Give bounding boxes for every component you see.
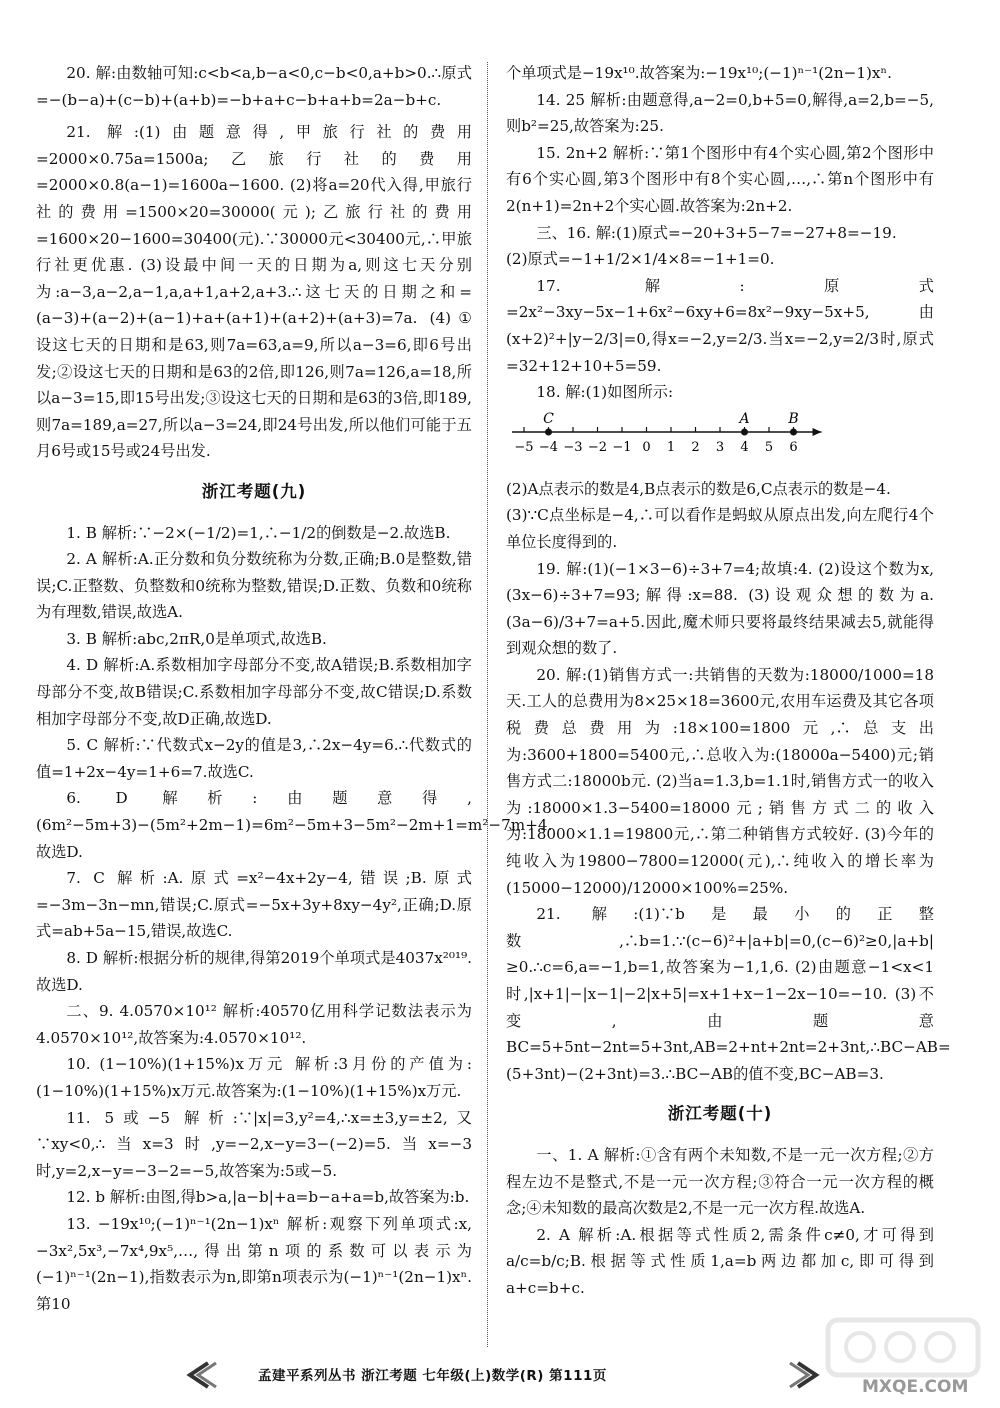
answer-4: 4. D 解析:A.系数相加字母部分不变,故A错误;B.系数相加字母部分不变,故B错误;C.系数相加字母部分不变,故C错误;D.系数相加字母部分不变,故D正确,故选D.: [36, 656, 472, 728]
number-line-tick-label: −1: [612, 439, 632, 455]
section-title-10: 浙江考题(十): [667, 1104, 773, 1124]
number-line-tick-label: 4: [740, 439, 749, 455]
column-divider: [487, 62, 488, 1347]
answer-16-part2: (2)原式=−1+1/2×1/4×8=−1+1=0.: [506, 250, 775, 269]
answer-13: 13. −19x¹⁰;(−1)ⁿ⁻¹(2n−1)xⁿ 解析:观察下列单项式:x,−3x²,5x³,−7x⁴,9x⁵,…,得出第n项的系数可以表示为(−1)ⁿ⁻¹(2n−1),指数表示为n,即第n项表示为(−1)ⁿ⁻¹(2n−1)xⁿ.第10: [36, 1214, 472, 1313]
answer-18-part2: (2)A点表示的数是4,B点表示的数是6,C点表示的数是−4.: [506, 479, 891, 498]
answer-10: 10. (1−10%)(1+15%)x万元 解析:3月份的产值为:(1−10%)(1+15%)x万元.故答案为:(1−10%)(1+15%)x万元.: [36, 1055, 472, 1100]
answer-8: 8. D 解析:根据分析的规律,得第2019个单项式是4037x²⁰¹⁹.故选D.: [36, 949, 472, 994]
left-column: [36, 60, 553, 1317]
answer-20-right: 20. 解:(1)销售方式一:共销售的天数为:18000/1000=18天.工人的总费用为8×25×18=3600元,农用车运费及其它各项税费总费用为:18×100=1800元,∴总支出为:3600+1800=5400元,∴总收入为:(18000a−5400)元;销售方式二:18000b元. (2)当a=1.3,b=1.1时,销售方式一的收入为:18000×1.3−5400=18000元;销售方式二的收入为:18000×1.1=19800元,∴第二种销售方式较好. (3)今年的纯收入为19800−7800=12000(元),∴纯收入的增长率为(15000−12000)/12000×100%=25%.: [506, 665, 934, 897]
number-line-tick-label: −4: [538, 439, 559, 455]
answer-20: 20. 解:由数轴可知:c<b<a,b−a<0,c−b<0,a+b>0.∴原式=−(b−a)+(c−b)+(a+b)=−b+a+c−b+a+b=2a−b+c.: [36, 64, 472, 109]
answer-7: 7. C 解析:A.原式=x²−4x+2y−4,错误;B.原式=−3m−3n−mn,错误;C.原式=−5x+3y+8xy−4y²,正确;D.原式=ab+5a−15,错误,故选C.: [36, 869, 472, 941]
number-line-tick-label: 0: [642, 439, 651, 455]
number-line-tick-label: 6: [789, 439, 798, 455]
right-column: [506, 60, 951, 1302]
number-line-arrowhead: [813, 428, 822, 436]
answer-17: 17. 解:原式=2x²−3xy−5x−1+6x²−6xy+6=8x²−9xy−5x+5,由(x+2)²+|y−2/3|=0,得x=−2,y=2/3.当x=−2,y=2/3时,原式=32+12+10+5=59.: [506, 276, 934, 375]
number-line-tick-label: −5: [514, 439, 534, 455]
page-footer: 孟建平系列丛书 浙江考题 七年级(上)数学(R) 第111页: [258, 1368, 607, 1384]
number-line-tick-label: 1: [666, 439, 676, 455]
number-line-tick-label: −3: [563, 439, 583, 455]
answer-21-right: 21. 解:(1)∵b是最小的正整数,∴b=1.∵(c−6)²+|a+b|=0,(c−6)²≥0,|a+b|≥0.∴c=6,a=−1,b=1,故答案为−1,1,6. (2)由题意−1<x<1时,|x+1|−|x−1|−2|x+5|=x+1+x−1−2x−10=−10. (3)不变,由题意BC=5+5nt−2nt=5+3nt,AB=2+nt+2nt=2+3nt,∴BC−AB=(5+3nt)−(2+3nt)=3.∴BC−AB的值不变,BC−AB=3.: [506, 905, 951, 1083]
number-line-figure: [506, 408, 934, 474]
answer-12: 12. b 解析:由图,得b>a,|a−b|+a=b−a+a=b,故答案为:b.: [66, 1188, 470, 1207]
answer-16-part1: 三、16. 解:(1)原式=−20+3+5−7=−27+8=−19.: [536, 223, 897, 242]
section10-answer-2: 2. A 解析:A.根据等式性质2,需条件c≠0,才可得到a/c=b/c;B.根据等式性质1,a=b两边都加c,即可得到a+c=b+c.: [506, 1225, 934, 1297]
number-line-point-label: B: [788, 410, 799, 427]
answer-9: 二、9. 4.0570×10¹² 解析:40570亿用科学记数法表示为4.0570×10¹²,故答案为:4.0570×10¹².: [36, 1002, 472, 1047]
number-line-tick-label: 2: [691, 439, 700, 455]
number-line-tick-label: −2: [587, 439, 608, 455]
answer-18-heading: 18. 解:(1)如图所示:: [536, 383, 674, 402]
watermark-text: MXQE.COM: [862, 1377, 969, 1397]
answer-6: 6. D 解析:由题意得,(6m²−5m+3)−(5m²+2m−1)=6m²−5m+3−5m²−2m+1=m²−7m+4.故选D.: [36, 789, 553, 861]
answer-19: 19. 解:(1)(−1×3−6)÷3+7=4;故填:4. (2)设这个数为x,(3x−6)÷3+7=93;解得:x=88. (3)设观众想的数为a.(3a−6)/3+7=a+5.因此,魔术师只要将最终结果减去5,就能得到观众想的数了.: [506, 559, 934, 658]
previous-page-icon[interactable]: [180, 1360, 220, 1390]
section10-answer-1: 一、1. A 解析:①含有两个未知数,不是一元一次方程;②方程左边不是整式,不是一元一次方程;③符合一元一次方程的概念;④未知数的最高次数是2,不是一元一次方程.故选A.: [506, 1145, 934, 1218]
number-line-svg: [506, 408, 826, 474]
answer-5: 5. C 解析:∵代数式x−2y的值是3,∴2x−4y=6.∴代数式的值=1+2x−4y=1+6=7.故选C.: [36, 736, 472, 781]
section-title-9: 浙江考题(九): [201, 481, 307, 501]
answer-21: 21. 解:(1)由题意得,甲旅行社的费用=2000×0.75a=1500a;乙旅行社的费用=2000×0.8(a−1)=1600a−1600. (2)将a=20代入得,甲旅行社的费用=1500×20=30000(元);乙旅行社的费用=1600×20−1600=30400(元).∵30000元<30400元,∴甲旅行社更优惠. (3)设最中间一天的日期为a,则这七天分别为:a−3,a−2,a−1,a,a+1,a+2,a+3.∴这七天的日期之和=(a−3)+(a−2)+(a−1)+a+(a+1)+(a+2)+(a+3)=7a. (4)①设这七天的日期和是63,则7a=63,a=9,所以a−3=6,即6号出发;②设这七天的日期和是63的2倍,即126,则7a=126,a=18,所以a−3=15,即15号出发;③设这七天的日期和是63的3倍,即189,则7a=189,a=27,所以a−3=24,即24号出发,所以他们可能于五月6号或15号或24号出发.: [36, 123, 472, 461]
answer-1: 1. B 解析:∵−2×(−1/2)=1,∴−1/2的倒数是−2.故选B.: [66, 523, 451, 542]
answer-15: 15. 2n+2 解析:∵第1个图形中有4个实心圆,第2个图形中有6个实心圆,第3个图形中有8个实心圆,…,∴第n个图形中有2(n+1)=2n+2个实心圆.故答案为:2n+2.: [506, 143, 934, 215]
number-line-tick-label: 3: [715, 439, 725, 455]
number-line-point-c: [545, 428, 552, 435]
answer-18-part3: (3)∵C点坐标是−4,∴可以看作是蚂蚁从原点出发,向左爬行4个单位长度得到的.: [506, 506, 934, 551]
answer-2: 2. A 解析:A.正分数和负分数统称为分数,正确;B.0是整数,错误;C.正整数、负整数和0统称为整数,错误;D.正数、负数和0统称为有理数,错误,故选A.: [36, 550, 472, 622]
number-line-point-a: [741, 428, 748, 435]
number-line-point-label: A: [739, 410, 750, 427]
number-line-point-b: [790, 428, 797, 435]
answer-3: 3. B 解析:abc,2πR,0是单项式,故选B.: [66, 629, 327, 648]
answer-13-continued: 个单项式是−19x¹⁰.故答案为:−19x¹⁰;(−1)ⁿ⁻¹(2n−1)xⁿ.: [506, 64, 892, 82]
answer-11: 11. 5或−5 解析:∵|x|=3,y²=4,∴x=±3,y=±2,又∵xy<0,∴当x=3时,y=−2,x−y=3−(−2)=5.当x=−3时,y=2,x−y=−3−2=−5,故答案为:5或−5.: [36, 1108, 472, 1180]
number-line-tick-label: 5: [764, 439, 774, 455]
number-line-point-label: C: [543, 410, 554, 427]
answer-14: 14. 25 解析:由题意得,a−2=0,b+5=0,解得,a=2,b=−5,则b²=25,故答案为:25.: [506, 90, 934, 136]
